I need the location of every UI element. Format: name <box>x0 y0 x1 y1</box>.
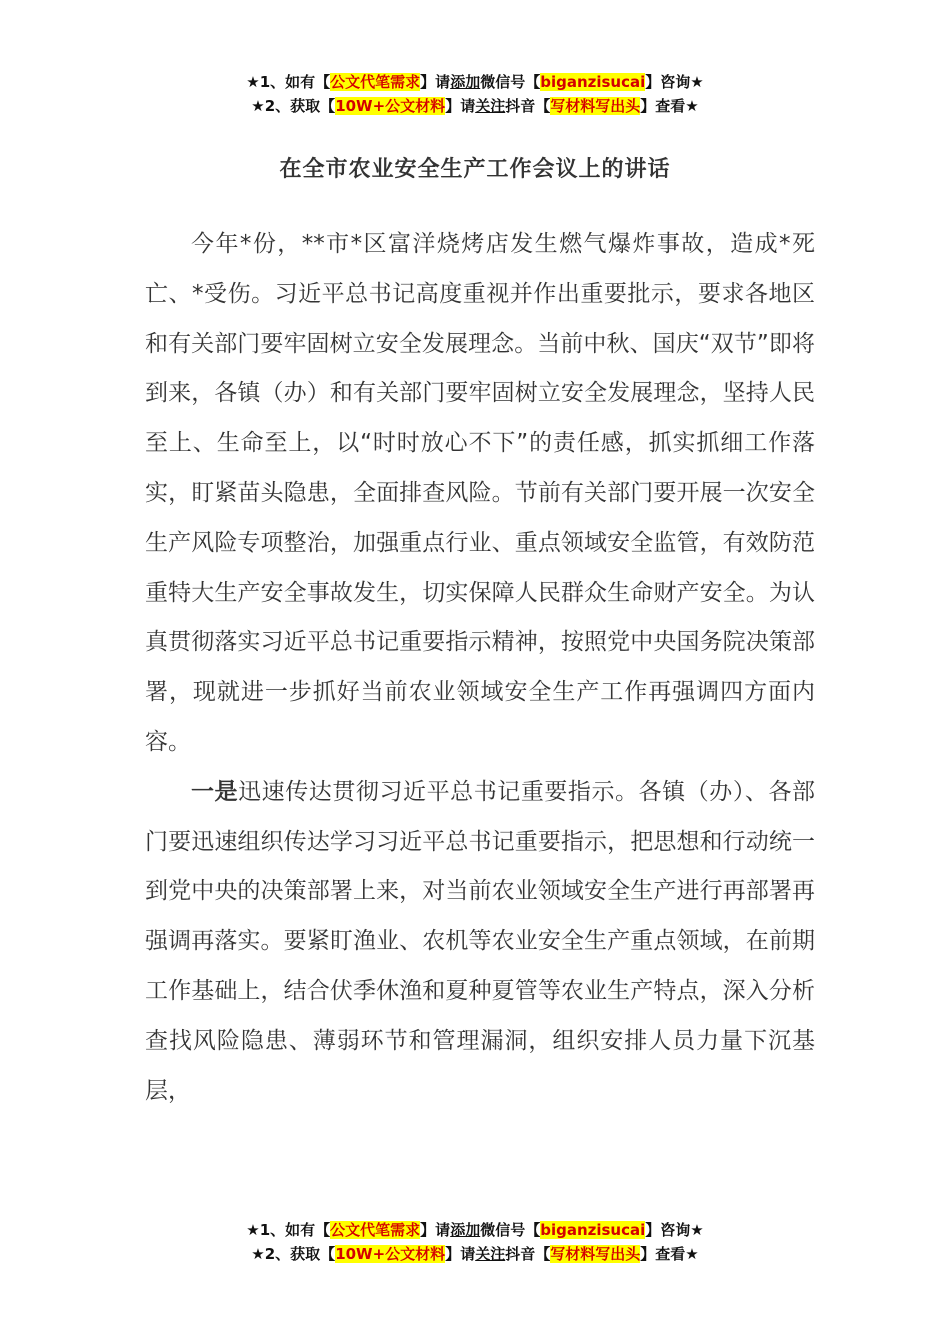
banner-highlight: 公文代笔需求 <box>330 1221 421 1239</box>
paragraph-2 <box>145 768 815 1117</box>
banner-text: 】查看★ <box>640 1245 699 1263</box>
banner-text: ★1、如有【 <box>246 1221 331 1239</box>
header-banner <box>0 70 950 118</box>
banner-text: 】请 <box>420 1221 451 1239</box>
document-title: 在全市农业安全生产工作会议上的讲话 <box>279 157 671 182</box>
banner-highlight: 10W+公文材料 <box>335 1245 446 1263</box>
banner-underline: 添加 <box>450 73 481 91</box>
banner-text: ★2、获取【 <box>251 97 336 115</box>
banner-line-1 <box>0 70 950 94</box>
banner-text: 】查看★ <box>640 97 699 115</box>
banner-text: 】请 <box>420 73 451 91</box>
banner-text: ★2、获取【 <box>251 1245 336 1263</box>
banner-highlight: 写材料写出头 <box>550 1245 641 1263</box>
banner-line-2 <box>0 94 950 118</box>
banner-text: 】请 <box>445 1245 476 1263</box>
banner-line-2 <box>0 1242 950 1266</box>
document-body <box>145 220 815 1116</box>
footer-banner <box>0 1218 950 1266</box>
banner-text: 微信号【 <box>480 73 541 91</box>
banner-underline: 添加 <box>450 1221 481 1239</box>
banner-line-1 <box>0 1218 950 1242</box>
banner-text: 抖音【 <box>505 1245 551 1263</box>
banner-text: 】咨询★ <box>645 73 704 91</box>
banner-text: 】请 <box>445 97 476 115</box>
banner-text: 抖音【 <box>505 97 551 115</box>
banner-text: ★1、如有【 <box>246 73 331 91</box>
banner-underline: 关注 <box>475 1245 506 1263</box>
banner-highlight: 公文代笔需求 <box>330 73 421 91</box>
banner-text: 微信号【 <box>480 1221 541 1239</box>
paragraph-lead: 一是 <box>191 778 239 805</box>
banner-underline: 关注 <box>475 97 506 115</box>
paragraph-text: 迅速传达贯彻习近平总书记重要指示。各镇（办）、各部门要迅速组织传达学习习近平总书记重要指示，把思想和行动统一到党中央的决策部署上来，对当前农业领域安全生产进行再部署再强调再落实。要紧盯渔业、农机等农业安全生产重点领域，在前期工作基础上，结合伏季休渔和夏种夏管等农业生产特点，深入分析查找风险隐患、薄弱环节和管理漏洞，组织安排人员力量下沉基层， <box>145 778 816 1104</box>
banner-highlight: biganzisucai <box>540 1221 646 1239</box>
banner-highlight: 写材料写出头 <box>550 97 641 115</box>
paragraph-1: 今年*份，**市*区富洋烧烤店发生燃气爆炸事故，造成*死亡、*受伤。习近平总书记高度重视并作出重要批示，要求各地区和有关部门要牢固树立安全发展理念。当前中秋、国庆“双节”即将到来，各镇（办）和有关部门要牢固树立安全发展理念，坚持人民至上、生命至上，以“时时放心不下”的责任感，抓实抓细工作落实，盯紧苗头隐患，全面排查风险。节前有关部门要开展一次安全生产风险专项整治，加强重点行业、重点领域安全监管，有效防范重特大生产安全事故发生，切实保障人民群众生命财产安全。为认真贯彻落实习近平总书记重要指示精神，按照党中央国务院决策部署，现就进一步抓好当前农业领域安全生产工作再强调四方面内容。 <box>145 231 815 755</box>
banner-text: 】咨询★ <box>645 1221 704 1239</box>
banner-highlight: 10W+公文材料 <box>335 97 446 115</box>
banner-highlight: biganzisucai <box>540 73 646 91</box>
